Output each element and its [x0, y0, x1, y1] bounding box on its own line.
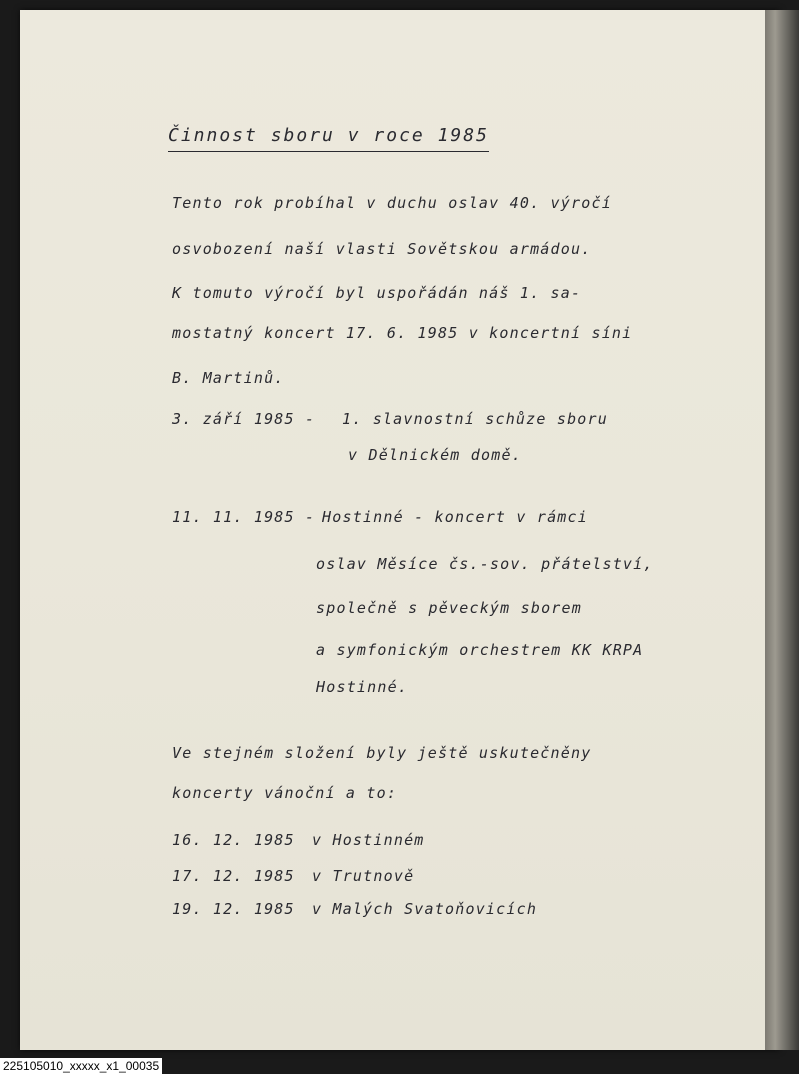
concert-place-1: v Hostinném	[312, 831, 425, 849]
event1-line-1: 1. slavnostní schůze sboru	[342, 410, 608, 428]
summary-line-2: koncerty vánoční a to:	[172, 784, 398, 802]
intro-line-3: K tomuto výročí byl uspořádán náš 1. sa-	[172, 284, 582, 302]
event2-line-2: oslav Měsíce čs.-sov. přátelství,	[316, 555, 654, 573]
event2-line-1: Hostinné - koncert v rámci	[322, 508, 588, 526]
intro-line-5: B. Martinů.	[172, 369, 285, 387]
intro-line-1: Tento rok probíhal v duchu oslav 40. výročí	[172, 194, 612, 212]
event1-date: 3. září 1985 -	[172, 410, 316, 428]
event2-line-3: společně s pěveckým sborem	[316, 599, 582, 617]
concert-place-2: v Trutnově	[312, 867, 415, 885]
image-caption: 225105010_xxxxx_x1_00035	[0, 1058, 162, 1074]
concert-date-3: 19. 12. 1985	[172, 900, 295, 918]
intro-line-2: osvobození naší vlasti Sovětskou armádou.	[172, 240, 592, 258]
summary-line-1: Ve stejném složení byly ještě uskutečněny	[172, 744, 592, 762]
event2-date: 11. 11. 1985 -	[172, 508, 316, 526]
event1-line-2: v Dělnickém domě.	[348, 446, 522, 464]
concert-place-3: v Malých Svatoňovicích	[312, 900, 538, 918]
page-edge	[765, 10, 799, 1050]
event2-line-5: Hostinné.	[316, 678, 409, 696]
document-title: Činnost sboru v roce 1985	[168, 127, 489, 152]
intro-line-4: mostatný koncert 17. 6. 1985 v koncertní síni	[172, 324, 633, 342]
document-page	[20, 10, 780, 1050]
event2-line-4: a symfonickým orchestrem KK KRPA	[316, 641, 644, 659]
concert-date-2: 17. 12. 1985	[172, 867, 295, 885]
concert-date-1: 16. 12. 1985	[172, 831, 295, 849]
